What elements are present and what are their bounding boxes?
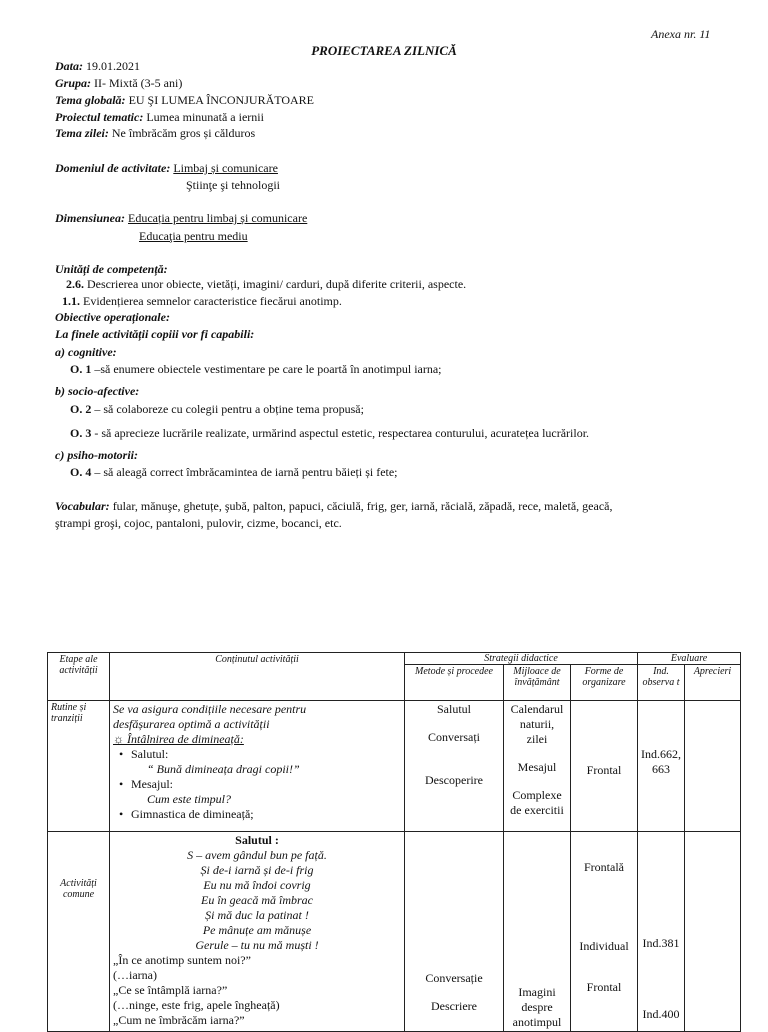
header-indicators: Ind. observa t [638, 665, 685, 701]
dimension: Dimensiunea: Educația pentru limbaj și comunicare [55, 211, 308, 225]
vocabulary: Vocabular: fular, mănuşe, ghetuțe, şubă, palton, papuci, căciulă, frig, ger, iarnă, răcială, zăpadă, rece, maletă, geacă, [55, 499, 613, 513]
activity-domain-2: Ştiinţe şi tehnologii [186, 178, 281, 192]
table-row [48, 701, 741, 832]
activity-table [47, 652, 741, 1032]
stage-cell: Rutine și tranziții [48, 701, 110, 832]
stage-cell: Activități comune [48, 832, 110, 1032]
objective-group-label: c) psiho-motorii: [55, 448, 138, 462]
objective-item: O. 2 – să colaboreze cu colegii pentru a obține tema propusă; [70, 402, 364, 416]
objective-group-label: a) cognitive: [55, 345, 117, 359]
activity-domain: Domeniul de activitate: Limbaj și comunicare [55, 161, 278, 175]
header-content: Conținutul activității [110, 653, 405, 701]
meta-date: Data: 19.01.2021 [55, 59, 140, 73]
header-methods: Metode și procedee [405, 665, 504, 701]
objectives-label: Obiective operaționale: [55, 310, 170, 324]
meta-day-theme: Tema zilei: Ne îmbrăcăm gros și călduros [55, 126, 256, 140]
header-evaluation: Evaluare [638, 653, 741, 665]
header-strategies: Strategii didactice [405, 653, 638, 665]
objective-item: O. 4 – să aleagă correct îmbrăcamintea de iarnă pentru băieți și fete; [70, 465, 398, 479]
dimension-2: Educaţia pentru mediu [139, 229, 248, 243]
objectives-intro: La finele activității copiii vor fi capabili: [55, 327, 255, 341]
methods-cell: Conversație Descriere [405, 832, 504, 1032]
indicators-cell: Ind.662, 663 [638, 701, 685, 832]
meta-project: Proiectul tematic: Lumea minunată a iernii [55, 110, 264, 124]
table-row [48, 832, 741, 1032]
page-title: PROIECTAREA ZILNICĂ [311, 43, 457, 58]
objective-item: O. 1 –să enumere obiectele vestimentare pe care le poartă în anotimpul iarna; [70, 362, 442, 376]
forms-cell: Frontală Individual Frontal [571, 832, 638, 1032]
annex-number: Anexa nr. 11 [651, 27, 711, 41]
competence-item: 2.6. Descrierea unor obiecte, vietăți, imagini/ carduri, după diferite criterii, aspecte. [66, 277, 467, 291]
appreciation-cell [685, 832, 741, 1032]
appreciation-cell [685, 701, 741, 832]
header-means: Mijloace de învățământ [504, 665, 571, 701]
vocabulary-line2: ştrampi groşi, cojoc, pantaloni, pulovir, cizme, bocanci, etc. [55, 516, 342, 530]
means-cell: Calendarul naturii, zilei Mesajul Complexe de exercitii [504, 701, 571, 832]
content-cell: Se va asigura condițiile necesare pentru desfășurarea optimă a activității ☼ Întâlnirea de dimineață: • Salutul: “ Bună dimineața dragi copii!” • Mesajul: Cum este timpul? • Gimnastica de dimineață; [110, 701, 405, 832]
meta-global-theme: Tema globală: EU ŞI LUMEA ÎNCONJURĂTOARE [55, 93, 315, 107]
indicators-cell: Ind.381 Ind.400 [638, 832, 685, 1032]
content-cell: Salutul : S – avem gândul bun pe față. Și de-i iarnă și de-i frig Eu nu mă îndoi covrig Eu în geacă mă îmbrac Și mă duc la patinat ! Pe mânuțe am mănușe Gerule – tu nu mă muști ! „În ce anotimp suntem noi?” (…iarna) „Ce se întâmplă iarna?” (…ninge, este frig, apele îngheață) „Cum ne îmbrăcăm iarna?” [110, 832, 405, 1032]
objective-item: O. 3 - să aprecieze lucrările realizate, urmărind aspectul estetic, respectarea conturului, acuratețea lucrărilor. [70, 426, 590, 440]
header-appreciation: Aprecieri [685, 665, 741, 701]
competences-label: Unități de competență: [55, 262, 168, 276]
header-stages: Etape ale activității [48, 653, 110, 701]
methods-cell: Salutul Conversați Descoperire [405, 701, 504, 832]
meta-group: Grupa: II- Mixtă (3-5 ani) [55, 76, 183, 90]
forms-cell: Frontal [571, 701, 638, 832]
header-forms: Forme de organizare [571, 665, 638, 701]
means-cell: Imagini despre anotimpul [504, 832, 571, 1032]
competence-item: 1.1. Evidențierea semnelor caracteristice fiecărui anotimp. [62, 294, 342, 308]
objective-group-label: b) socio-afective: [55, 384, 140, 398]
